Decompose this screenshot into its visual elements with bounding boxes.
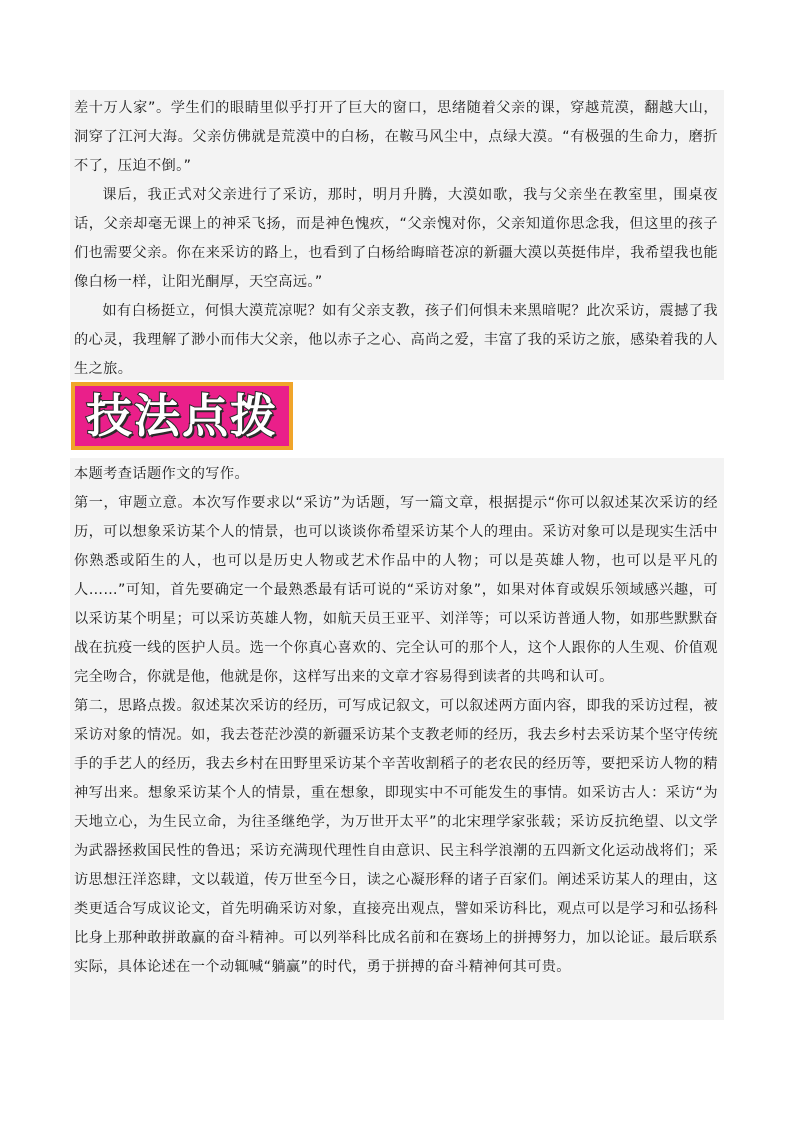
story-paragraph-1: 差十万人家”。学生们的眼睛里似乎打开了巨大的窗口，思绪随着父亲的课，穿越荒漠，翻越大山，洞穿了江河大海。父亲仿佛就是荒漠中的白杨，在鞍马风尘中，点绿大漠。“有极强的生命力，磨折不了，压迫不倒。” (74, 100, 718, 174)
analysis-point-1: 第一，审题立意。本次写作要求以“采访”为话题，写一篇文章，根据提示“你可以叙述某次采访的经历，可以想象采访某个人的情景，也可以谈谈你希望采访某个人的理由。采访对象可以是现实生活中你熟悉或陌生的人，也可以是历史人物或艺术作品中的人物；可以是英雄人物，也可以是平凡的人……”可知，首先要确定一个最熟悉最有话可说的“采访对象”，如果对体育或娱乐领域感兴趣，可以采访某个明星；可以采访英雄人物，如航天员王亚平、刘洋等；可以采访普通人物，如那些默默奋战在抗疫一线的医护人员。选一个你真心喜欢的、完全认可的那个人，这个人跟你的人生观、价值观完全吻合，你就是他，他就是你，这样写出来的文章才容易得到读者的共鸣和认可。 (74, 495, 718, 685)
story-paragraph-3: 如有白杨挺立，何惧大漠荒凉呢？如有父亲支教，孩子们何惧未来黑暗呢？此次采访，震撼了我的心灵，我理解了渺小而伟大父亲，他以赤子之心、高尚之爱，丰富了我的采访之旅，感染着我的人生之旅。 (74, 303, 718, 377)
analysis-section (70, 458, 724, 1020)
analysis-intro: 本题考查话题作文的写作。 (74, 466, 250, 482)
technique-banner-inner (75, 386, 289, 446)
technique-banner (71, 382, 293, 450)
technique-banner-title: 技法点拨 (86, 389, 278, 443)
story-paragraph-2: 课后，我正式对父亲进行了采访，那时，明月升腾，大漠如歌，我与父亲坐在教室里，围桌夜话，父亲却毫无课上的神采飞扬，而是神色愧疚，“父亲愧对你，父亲知道你思念我，但这里的孩子们也需要父亲。你在来采访的路上，也看到了白杨给晦暗苍凉的新疆大漠以英挺伟岸，我希望我也能像白杨一样，让阳光酮厚，天空高远。” (74, 187, 718, 290)
analysis-point-2: 第二，思路点拨。叙述某次采访的经历，可写成记叙文，可以叙述两方面内容，即我的采访过程，被采访对象的情况。如，我去苍茫沙漠的新疆采访某个支教老师的经历，我去乡村去采访某个坚守传统手的手艺人的经历，我去乡村在田野里采访某个辛苦收割稻子的老农民的经历等，要把采访人物的精神写出来。想象采访某个人的情景，重在想象，即现实中不可能发生的事情。如采访古人：采访“为天地立心，为生民立命，为往圣继绝学，为万世开太平”的北宋理学家张载；采访反抗绝望、以文学为武器拯救国民性的鲁迅；采访充满现代理性自由意识、民主科学浪潮的五四新文化运动战将们；采访思想汪洋恣肆，文以载道，传万世至今日，读之心凝形释的诸子百家们。阐述采访某人的理由，这类更适合写成议论文，首先明确采访对象，直接亮出观点，譬如采访科比，观点可以是学习和弘扬科比身上那种敢拼敢赢的奋斗精神。可以列举科比成名前和在赛场上的拼搏努力，加以论证。最后联系实际，具体论述在一个动辄喊“躺赢”的时代，勇于拼搏的奋斗精神何其可贵。 (74, 698, 718, 975)
story-section (70, 90, 724, 380)
